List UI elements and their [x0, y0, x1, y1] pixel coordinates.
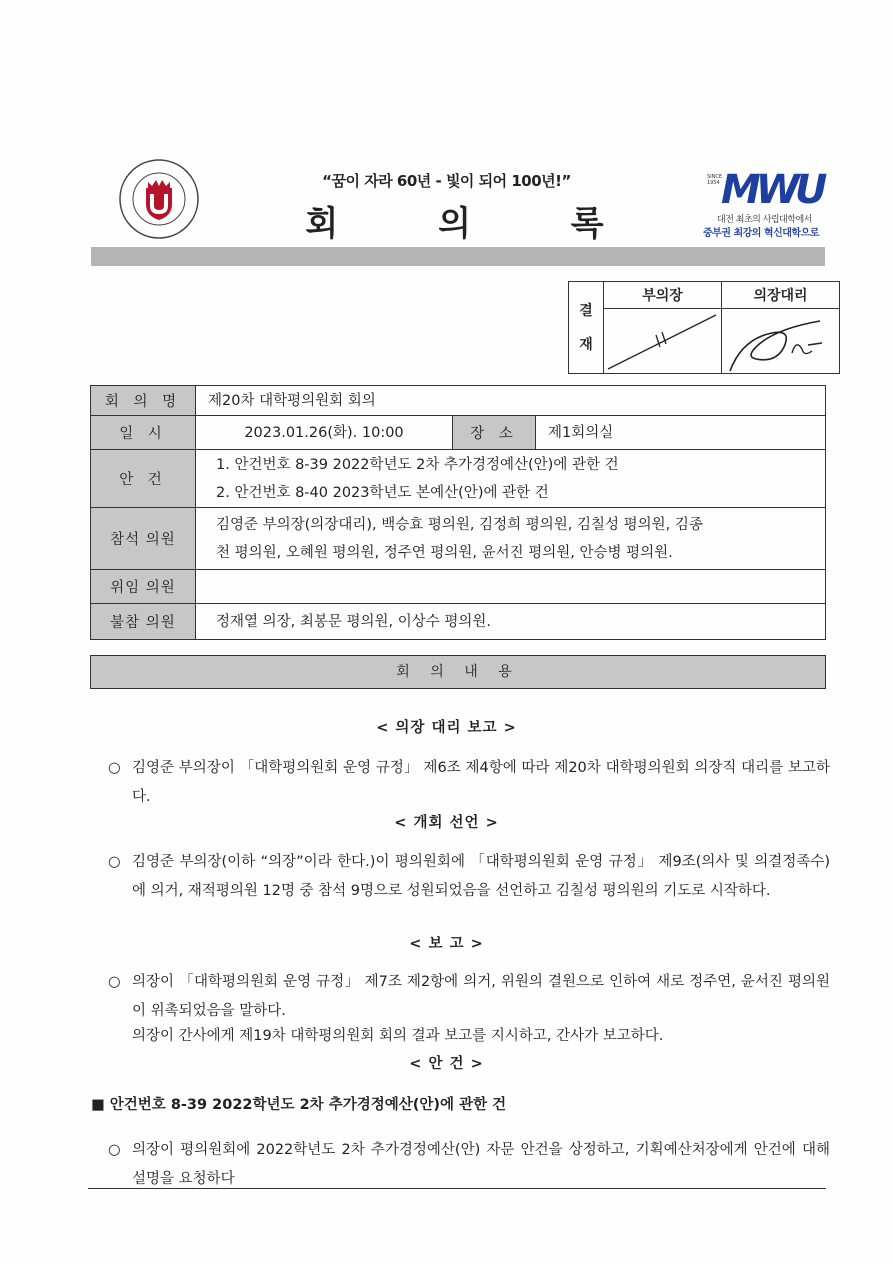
paragraph-opening: ○ 김영준 부의장(이하 “의장”이라 한다.)이 평의원회에 「대학평의원회 운영 규정」 제9조(의사 및 의결정족수)에 의거, 재적평의원 12명 중 참석 9명으로 성원되었음을 선언하고 김칠성 평의원의 기도로 시작하다.	[108, 848, 830, 906]
meeting-place-label: 장 소	[453, 416, 536, 450]
approval-side-label: 결 재	[569, 282, 604, 374]
meeting-content-bar: 회 의 내 용	[90, 655, 826, 689]
proxy-value	[196, 570, 826, 604]
meeting-name-value: 제20차 대학평의원회 회의	[196, 386, 826, 416]
header-divider-bar	[91, 247, 825, 266]
logo-tagline-1: 대전 최초의 사립대학에서	[717, 215, 812, 225]
paragraph-report: ○ 의장이 「대학평의원회 운영 규정」 제7조 제2항에 의거, 위원의 결원으로 인하여 새로 정주연, 윤서진 평의원이 위촉되었음을 말하다.	[108, 968, 830, 1026]
approval-box	[568, 281, 840, 374]
proxy-label: 위임 의원	[91, 570, 196, 604]
paragraph-acting-report: ○ 김영준 부의장이 「대학평의원회 운영 규정」 제6조 제4항에 따라 제20차 대학평의원회 의장직 대리를 보고하다.	[108, 754, 830, 812]
approval-slash-cell	[604, 309, 722, 374]
agenda-list	[196, 450, 826, 508]
signature	[722, 309, 839, 373]
approval-header-acting-chair: 의장대리	[722, 282, 840, 309]
document-title: 회 의 록	[305, 204, 648, 244]
bullet-icon: ○	[108, 974, 121, 990]
bullet-icon: ○	[108, 1142, 121, 1158]
attendees-label: 참석 의원	[91, 508, 196, 570]
logo-tagline-2: 중부권 최강의 혁신대학으로	[703, 228, 819, 239]
agenda-item: 2. 안건번호 8-40 2023학년도 본예산(안)에 관한 건	[216, 484, 549, 501]
bullet-icon: ○	[108, 854, 121, 870]
meeting-place-value: 제1회의실	[536, 416, 826, 450]
heading-acting-report: < 의장 대리 보고 >	[376, 720, 517, 736]
meeting-info-table	[90, 385, 826, 640]
bullet-icon: ○	[108, 760, 121, 776]
meeting-date-label: 일 시	[91, 416, 196, 450]
agenda-item-heading: ■ 안건번호 8-39 2022학년도 2차 추가경정예산(안)에 관한 건	[91, 1097, 507, 1113]
university-logo	[703, 167, 827, 239]
slogan: “꿈이 자라 60년 - 빛이 되어 100년!”	[322, 172, 571, 190]
meeting-name-label: 회 의 명	[91, 386, 196, 416]
logo-mark: MWU	[721, 167, 823, 213]
approval-signature-cell	[722, 309, 840, 374]
paragraph-agenda: ○ 의장이 평의원회에 2022학년도 2차 추가경정예산(안) 자문 안건을 상정하고, 기획예산처장에게 안건에 대해 설명을 요청하다	[108, 1136, 830, 1194]
heading-report: < 보 고 >	[409, 936, 484, 952]
heading-opening: < 개회 선언 >	[394, 815, 499, 831]
absent-label: 불참 의원	[91, 604, 196, 640]
meeting-date-value: 2023.01.26(화). 10:00	[196, 416, 453, 450]
absent-value: 정재열 의장, 최봉문 평의원, 이상수 평의원.	[196, 604, 826, 640]
logo-since: SINCE 1954	[707, 174, 723, 186]
agenda-item: 1. 안건번호 8-39 2022학년도 2차 추가경정예산(안)에 관한 건	[216, 456, 619, 473]
attendees-value: 김영준 부의장(의장대리), 백승효 평의원, 김정희 평의원, 김칠성 평의원, 김종 천 평의원, 오혜원 평의원, 정주연 평의원, 윤서진 평의원, 안승병 평의원.	[196, 508, 826, 570]
bottom-rule	[88, 1188, 826, 1189]
approval-header-vice-chair: 부의장	[604, 282, 722, 309]
agenda-label: 안 건	[91, 450, 196, 508]
paragraph-report-2: 의장이 간사에게 제19차 대학평의원회 회의 결과 보고를 지시하고, 간사가 보고하다.	[132, 1028, 664, 1044]
heading-agenda: < 안 건 >	[409, 1056, 484, 1072]
